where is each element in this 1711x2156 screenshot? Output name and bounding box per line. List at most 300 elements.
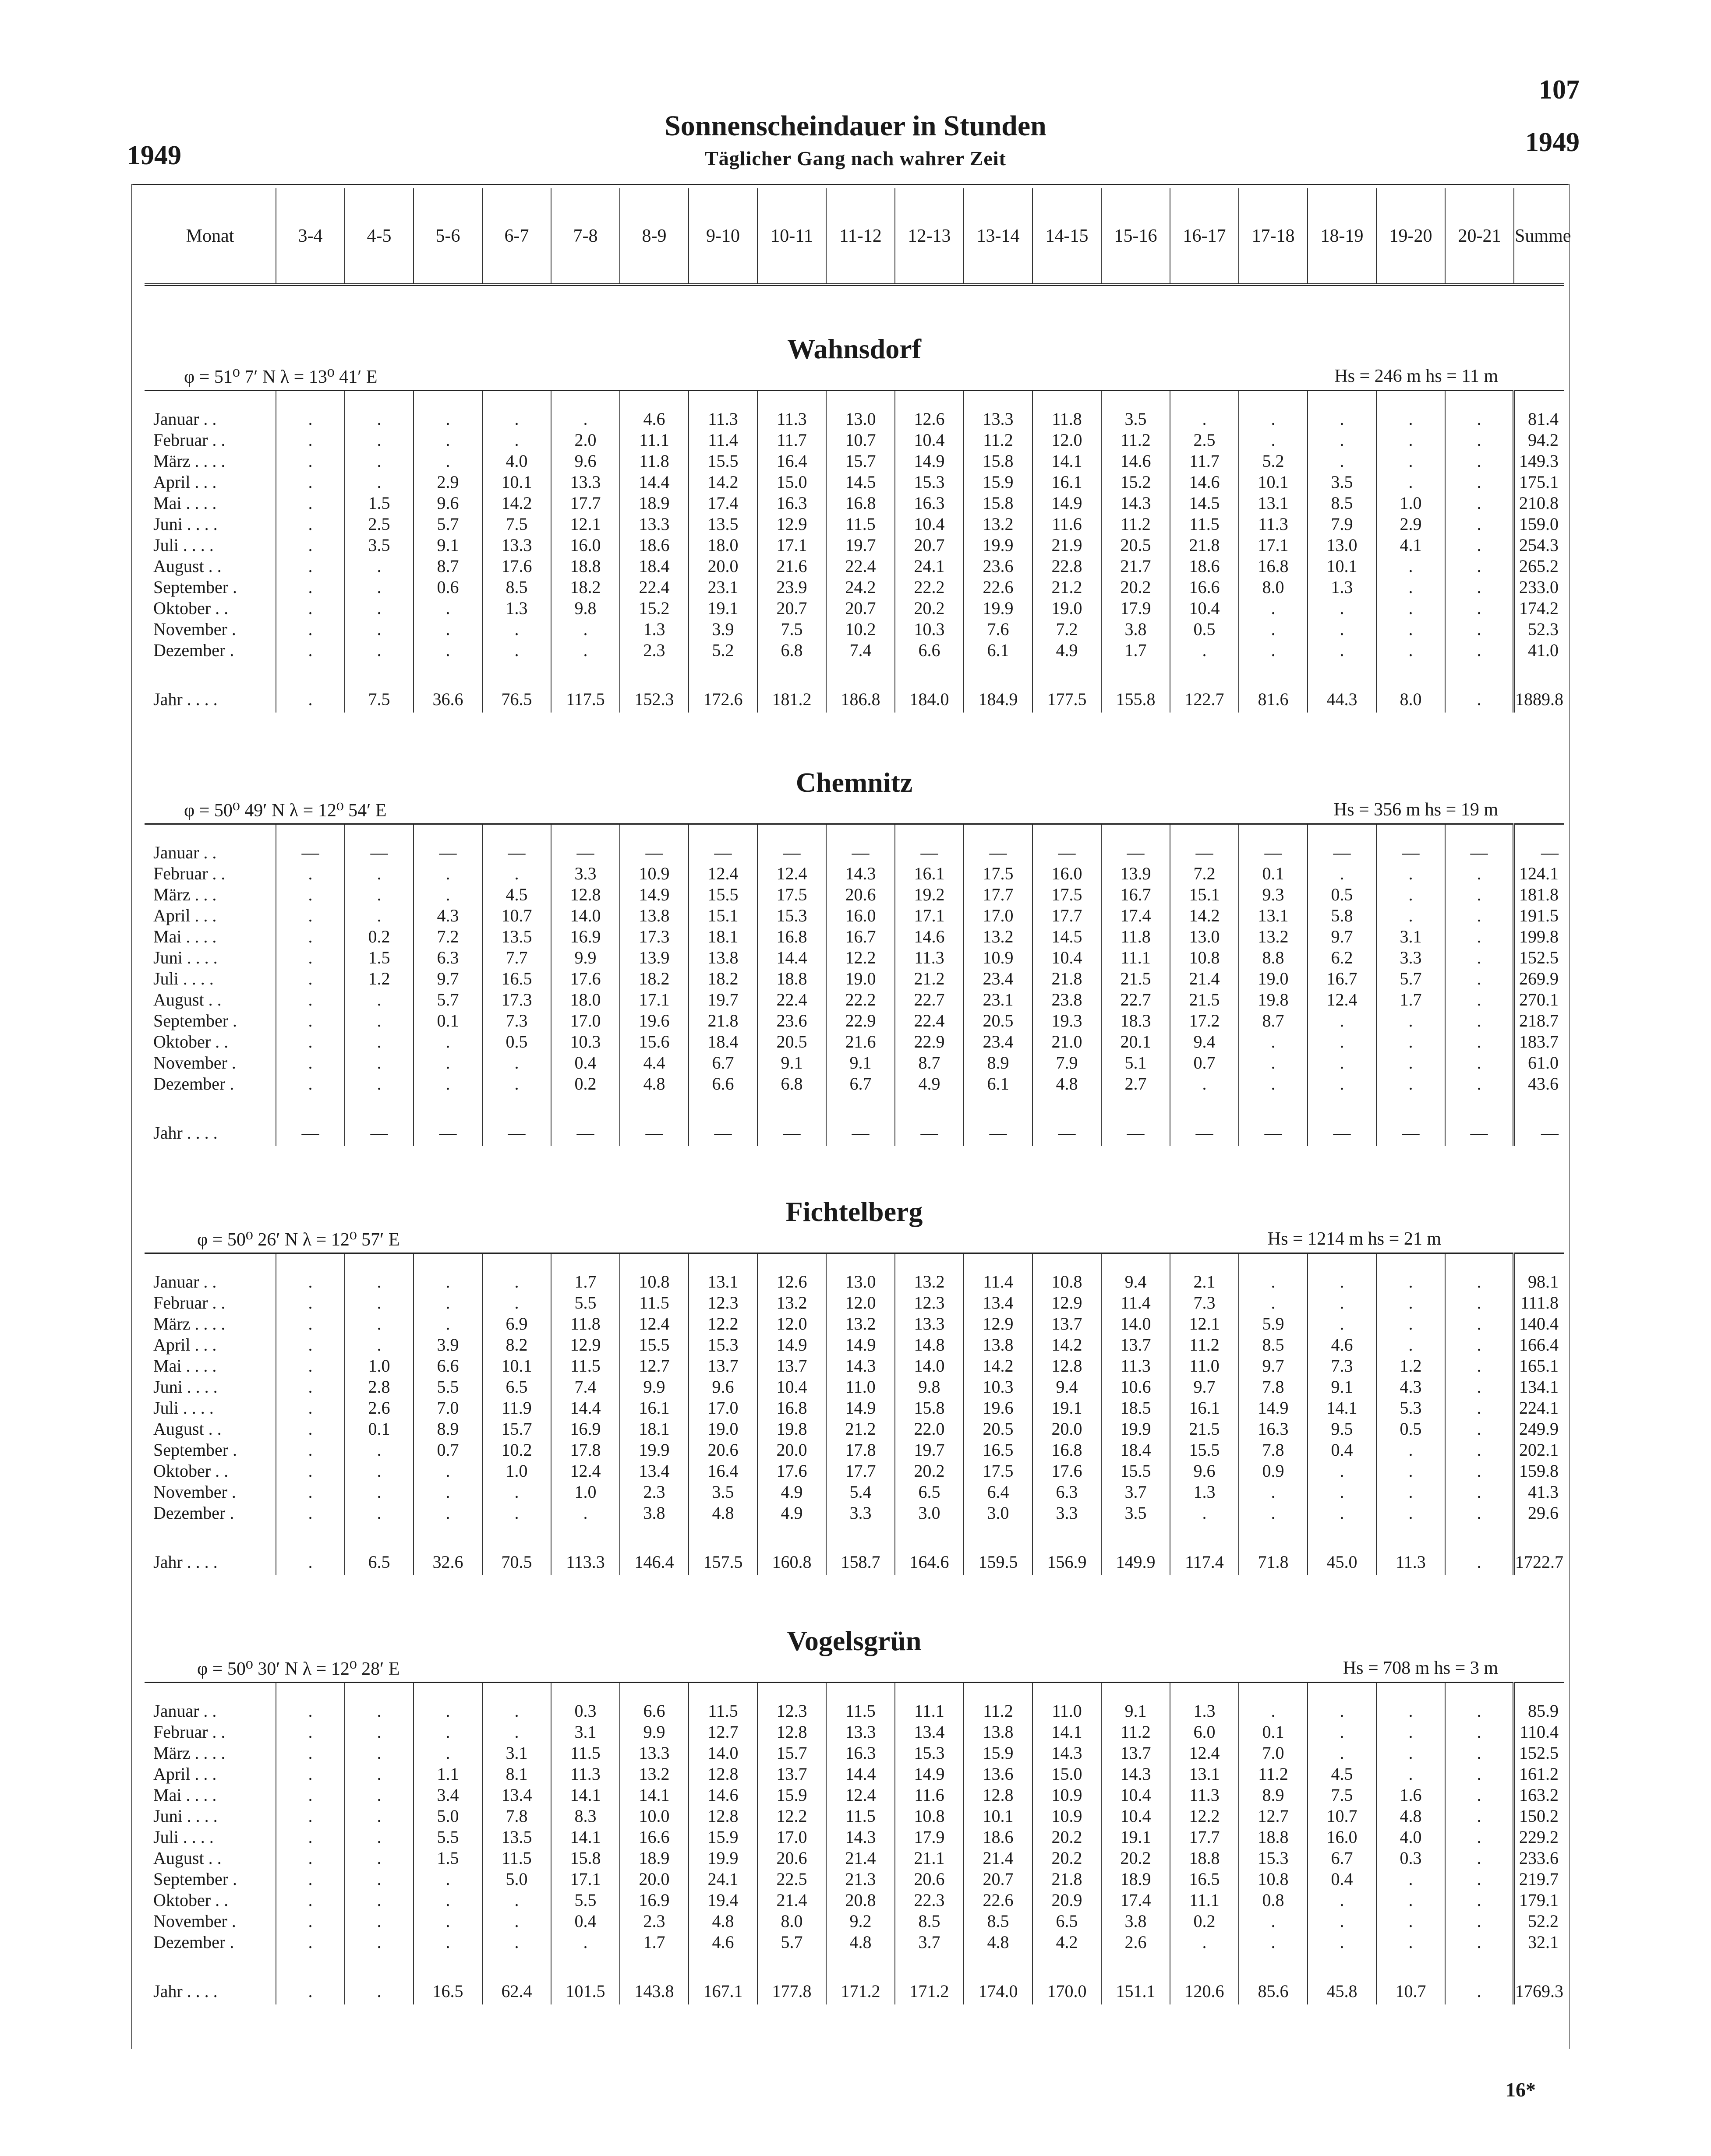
hour-value-cell: 9.2 bbox=[826, 1911, 895, 1932]
hour-value-cell: — bbox=[689, 824, 757, 864]
hour-value-cell: . bbox=[1239, 391, 1308, 430]
hour-value-cell: . bbox=[1445, 1334, 1514, 1355]
hour-value-cell: 5.8 bbox=[1308, 905, 1376, 926]
hour-value-cell: 19.6 bbox=[620, 1010, 689, 1031]
hour-value-cell: . bbox=[1239, 1031, 1308, 1052]
year-total-row bbox=[145, 1112, 1564, 1146]
hour-value-cell: 20.6 bbox=[689, 1440, 757, 1461]
hour-value-cell: 6.8 bbox=[757, 1073, 826, 1094]
hour-value-cell: 0.2 bbox=[551, 1073, 620, 1094]
hour-value-cell: . bbox=[1445, 619, 1514, 640]
hour-value-cell: 11.2 bbox=[1239, 1764, 1308, 1785]
hour-value-cell: . bbox=[1376, 1764, 1445, 1785]
hour-value-cell: 2.7 bbox=[1101, 1073, 1170, 1094]
hour-value-cell: . bbox=[414, 1890, 482, 1911]
hour-value-cell: 8.5 bbox=[1239, 1334, 1308, 1355]
table-row bbox=[145, 430, 1564, 451]
hour-value-cell: 170.0 bbox=[1032, 1970, 1101, 2004]
year-total-row bbox=[145, 1970, 1564, 2004]
table-row bbox=[145, 1482, 1564, 1503]
hour-value-cell: 2.9 bbox=[414, 472, 482, 493]
hour-value-cell: 10.8 bbox=[620, 1253, 689, 1293]
hour-value-cell: 18.0 bbox=[551, 989, 620, 1010]
hour-value-cell: 12.4 bbox=[826, 1785, 895, 1806]
hour-value-cell: . bbox=[276, 1785, 345, 1806]
table-row bbox=[145, 640, 1564, 661]
hour-value-cell: . bbox=[345, 577, 414, 598]
spacer-cell bbox=[145, 1524, 276, 1541]
hour-value-cell: . bbox=[276, 1376, 345, 1397]
hour-value-cell: 7.2 bbox=[414, 926, 482, 947]
year-left: 1949 bbox=[127, 141, 181, 170]
hour-value-cell: 18.0 bbox=[689, 535, 757, 556]
sum-cell: 166.4 bbox=[1514, 1334, 1564, 1355]
hour-value-cell: 21.8 bbox=[1032, 1869, 1101, 1890]
hour-value-cell: 3.4 bbox=[414, 1785, 482, 1806]
hour-value-cell: 20.5 bbox=[757, 1031, 826, 1052]
hour-value-cell: . bbox=[1445, 1440, 1514, 1461]
sum-cell: 111.8 bbox=[1514, 1292, 1564, 1313]
hour-value-cell: . bbox=[276, 989, 345, 1010]
hour-value-cell: . bbox=[1308, 1461, 1376, 1482]
spacer-cell bbox=[1445, 1953, 1514, 1970]
hour-value-cell: 20.0 bbox=[689, 556, 757, 577]
hour-value-cell: 19.2 bbox=[895, 884, 964, 905]
table-row bbox=[145, 556, 1564, 577]
hour-value-cell: 19.8 bbox=[1239, 989, 1308, 1010]
hour-value-cell: . bbox=[1445, 1073, 1514, 1094]
hour-value-cell: — bbox=[757, 1112, 826, 1146]
hour-value-cell: . bbox=[1445, 1313, 1514, 1334]
hour-value-cell: 9.6 bbox=[414, 493, 482, 514]
hour-value-cell: 4.2 bbox=[1032, 1932, 1101, 1953]
table-row bbox=[145, 1743, 1564, 1764]
hour-value-cell: . bbox=[345, 1482, 414, 1503]
hour-value-cell: . bbox=[414, 451, 482, 472]
sum-cell: 159.0 bbox=[1514, 514, 1564, 535]
hour-value-cell: 21.6 bbox=[826, 1031, 895, 1052]
spacer-cell bbox=[276, 1524, 345, 1541]
hour-value-cell: . bbox=[1376, 1743, 1445, 1764]
hour-value-cell: 14.9 bbox=[1239, 1397, 1308, 1419]
hour-value-cell: 149.9 bbox=[1101, 1541, 1170, 1575]
hour-value-cell: 1.0 bbox=[345, 1355, 414, 1376]
hour-value-cell: 13.3 bbox=[551, 472, 620, 493]
hour-value-cell: 71.8 bbox=[1239, 1541, 1308, 1575]
hour-value-cell: 1.3 bbox=[620, 619, 689, 640]
sum-cell: 81.4 bbox=[1514, 391, 1564, 430]
hour-value-cell: 6.0 bbox=[1170, 1722, 1239, 1743]
hour-value-cell: . bbox=[1445, 1461, 1514, 1482]
hour-value-cell: 17.7 bbox=[826, 1461, 895, 1482]
hour-value-cell: 16.9 bbox=[551, 1419, 620, 1440]
hour-value-cell: 14.4 bbox=[757, 947, 826, 968]
hour-value-cell: . bbox=[345, 1010, 414, 1031]
hour-value-cell: . bbox=[1308, 1253, 1376, 1293]
hour-value-cell: 16.6 bbox=[620, 1827, 689, 1848]
hour-value-cell: 10.8 bbox=[1032, 1253, 1101, 1293]
column-header-hour: 14-15 bbox=[1032, 188, 1101, 285]
hour-value-cell: . bbox=[1239, 1482, 1308, 1503]
hour-value-cell: 10.3 bbox=[895, 619, 964, 640]
hour-value-cell: — bbox=[1032, 1112, 1101, 1146]
spacer-row bbox=[145, 661, 1564, 678]
month-label: Oktober . . bbox=[153, 598, 229, 618]
hour-value-cell: . bbox=[482, 1292, 551, 1313]
hour-value-cell: 10.4 bbox=[895, 514, 964, 535]
hour-value-cell: 172.6 bbox=[689, 678, 757, 713]
hour-value-cell: 4.8 bbox=[620, 1073, 689, 1094]
hour-value-cell: 17.5 bbox=[1032, 884, 1101, 905]
hour-value-cell: . bbox=[1445, 1292, 1514, 1313]
hour-value-cell: 0.7 bbox=[414, 1440, 482, 1461]
hour-value-cell: 6.9 bbox=[482, 1313, 551, 1334]
hour-value-cell: . bbox=[1445, 1869, 1514, 1890]
hour-value-cell: 11.8 bbox=[1101, 926, 1170, 947]
hour-value-cell: . bbox=[345, 472, 414, 493]
hour-value-cell: — bbox=[1239, 824, 1308, 864]
hour-value-cell: 12.8 bbox=[551, 884, 620, 905]
hour-value-cell: . bbox=[345, 1869, 414, 1890]
hour-value-cell: 15.5 bbox=[620, 1334, 689, 1355]
hour-value-cell: 1.3 bbox=[1308, 577, 1376, 598]
hour-value-cell: 18.9 bbox=[620, 493, 689, 514]
table-row bbox=[145, 1827, 1564, 1848]
hour-value-cell: . bbox=[414, 598, 482, 619]
hour-value-cell: 1.3 bbox=[482, 598, 551, 619]
hour-value-cell: 13.9 bbox=[1101, 863, 1170, 884]
sum-cell: 94.2 bbox=[1514, 430, 1564, 451]
hour-value-cell: . bbox=[1239, 430, 1308, 451]
hour-value-cell: . bbox=[1445, 1376, 1514, 1397]
station-name: Vogelsgrün bbox=[787, 1625, 922, 1656]
hour-value-cell: 20.0 bbox=[1032, 1419, 1101, 1440]
hour-value-cell: 36.6 bbox=[414, 678, 482, 713]
hour-value-cell: 7.9 bbox=[1032, 1052, 1101, 1073]
hour-value-cell: . bbox=[276, 1010, 345, 1031]
hour-value-cell: 7.7 bbox=[482, 947, 551, 968]
hour-value-cell: 21.9 bbox=[1032, 535, 1101, 556]
hour-value-cell: 14.2 bbox=[1032, 1334, 1101, 1355]
hour-value-cell: 167.1 bbox=[689, 1970, 757, 2004]
hour-value-cell: 20.7 bbox=[757, 598, 826, 619]
hour-value-cell: 16.9 bbox=[551, 926, 620, 947]
hour-value-cell: . bbox=[482, 1683, 551, 1722]
hour-value-cell: 186.8 bbox=[826, 678, 895, 713]
hour-value-cell: 13.3 bbox=[964, 391, 1032, 430]
page-number: 107 bbox=[1539, 75, 1580, 105]
hour-value-cell: . bbox=[1376, 640, 1445, 661]
table-row bbox=[145, 1292, 1564, 1313]
hour-value-cell: . bbox=[551, 640, 620, 661]
hour-value-cell: 1.5 bbox=[414, 1848, 482, 1869]
hour-value-cell: 13.2 bbox=[964, 514, 1032, 535]
hour-value-cell: — bbox=[1308, 1112, 1376, 1146]
hour-value-cell: 5.4 bbox=[826, 1482, 895, 1503]
hour-value-cell: 6.6 bbox=[414, 1355, 482, 1376]
hour-value-cell: 10.0 bbox=[620, 1806, 689, 1827]
hour-value-cell: 22.9 bbox=[895, 1031, 964, 1052]
hour-value-cell: . bbox=[345, 1052, 414, 1073]
hour-value-cell: . bbox=[345, 1911, 414, 1932]
sum-cell: 163.2 bbox=[1514, 1785, 1564, 1806]
month-label: August . . bbox=[153, 1419, 222, 1439]
hour-value-cell: 24.2 bbox=[826, 577, 895, 598]
hour-value-cell: 13.2 bbox=[895, 1253, 964, 1293]
hour-value-cell: 16.6 bbox=[1170, 577, 1239, 598]
hour-value-cell: 10.9 bbox=[620, 863, 689, 884]
hour-value-cell: 171.2 bbox=[826, 1970, 895, 2004]
hour-value-cell: . bbox=[345, 1440, 414, 1461]
month-label: Januar . . bbox=[153, 843, 217, 862]
hour-value-cell: 18.4 bbox=[689, 1031, 757, 1052]
hour-value-cell: 4.5 bbox=[482, 884, 551, 905]
hour-value-cell: 14.5 bbox=[826, 472, 895, 493]
hour-value-cell: 20.8 bbox=[826, 1890, 895, 1911]
hour-value-cell: 10.6 bbox=[1101, 1376, 1170, 1397]
hour-value-cell: 14.9 bbox=[826, 1397, 895, 1419]
hour-value-cell: 12.8 bbox=[757, 1722, 826, 1743]
spacer-cell bbox=[482, 1094, 551, 1112]
hour-value-cell: . bbox=[1376, 1031, 1445, 1052]
hour-value-cell: 70.5 bbox=[482, 1541, 551, 1575]
hour-value-cell: 4.8 bbox=[826, 1932, 895, 1953]
hour-value-cell: . bbox=[1445, 1764, 1514, 1785]
hour-value-cell: 6.4 bbox=[964, 1482, 1032, 1503]
hour-value-cell: 16.5 bbox=[414, 1970, 482, 2004]
column-header-hour: 16-17 bbox=[1170, 188, 1239, 285]
hour-value-cell: . bbox=[482, 1911, 551, 1932]
column-header-hour: 18-19 bbox=[1308, 188, 1376, 285]
table-row bbox=[145, 1764, 1564, 1785]
hour-value-cell: . bbox=[482, 1890, 551, 1911]
hour-value-cell: 11.0 bbox=[1170, 1355, 1239, 1376]
year-total-row bbox=[145, 678, 1564, 713]
hour-value-cell: . bbox=[1239, 1911, 1308, 1932]
hour-value-cell: . bbox=[276, 968, 345, 989]
hour-value-cell: 11.3 bbox=[689, 391, 757, 430]
hour-value-cell: 17.1 bbox=[895, 905, 964, 926]
hour-value-cell: . bbox=[276, 1482, 345, 1503]
hour-value-cell: 16.0 bbox=[551, 535, 620, 556]
month-label: Oktober . . bbox=[153, 1461, 229, 1481]
column-header-hour: 11-12 bbox=[826, 188, 895, 285]
hour-value-cell: . bbox=[345, 1292, 414, 1313]
hour-value-cell: 16.9 bbox=[620, 1890, 689, 1911]
hour-value-cell: 81.6 bbox=[1239, 678, 1308, 713]
hour-value-cell: 8.9 bbox=[414, 1419, 482, 1440]
month-label: Dezember . bbox=[153, 1074, 234, 1094]
spacer-cell bbox=[1514, 1524, 1564, 1541]
hour-value-cell: 11.3 bbox=[757, 391, 826, 430]
hour-value-cell: — bbox=[1101, 824, 1170, 864]
hour-value-cell: — bbox=[1101, 1112, 1170, 1146]
hour-value-cell: . bbox=[414, 1743, 482, 1764]
hour-value-cell: 16.5 bbox=[1170, 1869, 1239, 1890]
hour-value-cell: 11.2 bbox=[1101, 430, 1170, 451]
hour-value-cell: 17.8 bbox=[826, 1440, 895, 1461]
hour-value-cell: 8.5 bbox=[482, 577, 551, 598]
table-row bbox=[145, 1806, 1564, 1827]
hour-value-cell: 1.0 bbox=[1376, 493, 1445, 514]
hour-value-cell: 14.9 bbox=[826, 1334, 895, 1355]
month-label: Juli . . . . bbox=[153, 969, 214, 988]
hour-value-cell: 3.1 bbox=[1376, 926, 1445, 947]
hour-value-cell: 7.8 bbox=[1239, 1440, 1308, 1461]
hour-value-cell: 14.0 bbox=[1101, 1313, 1170, 1334]
hour-value-cell: 11.1 bbox=[1170, 1890, 1239, 1911]
hour-value-cell: 14.1 bbox=[620, 1785, 689, 1806]
hour-value-cell: 13.2 bbox=[826, 1313, 895, 1334]
hour-value-cell: . bbox=[276, 619, 345, 640]
hour-value-cell: 17.4 bbox=[1101, 1890, 1170, 1911]
hour-value-cell: 8.0 bbox=[757, 1911, 826, 1932]
hour-value-cell: . bbox=[1445, 1806, 1514, 1827]
spacer-cell bbox=[1032, 661, 1101, 678]
hour-value-cell: . bbox=[1445, 1683, 1514, 1722]
hour-value-cell: 5.5 bbox=[551, 1890, 620, 1911]
hour-value-cell: . bbox=[414, 1932, 482, 1953]
hour-value-cell: 11.8 bbox=[1032, 391, 1101, 430]
month-label: September . bbox=[153, 577, 237, 597]
hour-value-cell: 7.2 bbox=[1170, 863, 1239, 884]
hour-value-cell: . bbox=[1445, 640, 1514, 661]
hour-value-cell: 9.6 bbox=[1170, 1461, 1239, 1482]
hour-value-cell: 155.8 bbox=[1101, 678, 1170, 713]
hour-value-cell: 2.6 bbox=[345, 1397, 414, 1419]
hour-value-cell: 17.1 bbox=[551, 1869, 620, 1890]
hour-value-cell: . bbox=[1170, 640, 1239, 661]
hour-value-cell: 15.5 bbox=[689, 451, 757, 472]
hour-value-cell: 13.7 bbox=[757, 1355, 826, 1376]
hour-value-cell: — bbox=[620, 824, 689, 864]
hour-value-cell: 164.6 bbox=[895, 1541, 964, 1575]
hour-value-cell: 22.6 bbox=[964, 1890, 1032, 1911]
hour-value-cell: 7.2 bbox=[1032, 619, 1101, 640]
hour-value-cell: . bbox=[345, 989, 414, 1010]
sum-cell: 219.7 bbox=[1514, 1869, 1564, 1890]
hour-value-cell: 20.5 bbox=[964, 1010, 1032, 1031]
hour-value-cell: . bbox=[345, 1970, 414, 2004]
hour-value-cell: 8.0 bbox=[1376, 678, 1445, 713]
hour-value-cell: . bbox=[276, 1503, 345, 1524]
hour-value-cell: . bbox=[1445, 430, 1514, 451]
hour-value-cell: . bbox=[482, 1932, 551, 1953]
sum-cell: 41.3 bbox=[1514, 1482, 1564, 1503]
hour-value-cell: 15.3 bbox=[895, 1743, 964, 1764]
hour-value-cell: . bbox=[345, 1932, 414, 1953]
hour-value-cell: . bbox=[276, 1848, 345, 1869]
hour-value-cell: 13.6 bbox=[964, 1764, 1032, 1785]
hour-value-cell: 20.2 bbox=[895, 598, 964, 619]
sum-cell: 165.1 bbox=[1514, 1355, 1564, 1376]
hour-value-cell: 7.5 bbox=[482, 514, 551, 535]
hour-value-cell: 10.7 bbox=[826, 430, 895, 451]
hour-value-cell: — bbox=[345, 1112, 414, 1146]
hour-value-cell: 2.3 bbox=[620, 1911, 689, 1932]
hour-value-cell: 7.3 bbox=[482, 1010, 551, 1031]
hour-value-cell: 8.3 bbox=[551, 1806, 620, 1827]
month-label: Jahr . . . . bbox=[153, 689, 218, 709]
hour-value-cell: 24.1 bbox=[689, 1869, 757, 1890]
hour-value-cell: 10.8 bbox=[1239, 1869, 1308, 1890]
hour-value-cell: 3.9 bbox=[689, 619, 757, 640]
hour-value-cell: 4.9 bbox=[757, 1503, 826, 1524]
hour-value-cell: 22.9 bbox=[826, 1010, 895, 1031]
table-row bbox=[145, 947, 1564, 968]
hour-value-cell: 17.8 bbox=[551, 1440, 620, 1461]
sum-cell: 52.2 bbox=[1514, 1911, 1564, 1932]
hour-value-cell: . bbox=[1376, 1911, 1445, 1932]
hour-value-cell: 16.3 bbox=[1239, 1419, 1308, 1440]
hour-value-cell: 9.3 bbox=[1239, 884, 1308, 905]
hour-value-cell: 3.5 bbox=[689, 1482, 757, 1503]
hour-value-cell: . bbox=[276, 947, 345, 968]
hour-value-cell: 20.7 bbox=[895, 535, 964, 556]
hour-value-cell: 11.1 bbox=[620, 430, 689, 451]
spacer-cell bbox=[482, 661, 551, 678]
hour-value-cell: 20.1 bbox=[1101, 1031, 1170, 1052]
hour-value-cell: 12.2 bbox=[826, 947, 895, 968]
hour-value-cell: 22.3 bbox=[895, 1890, 964, 1911]
month-label: Juli . . . . bbox=[153, 1827, 214, 1847]
column-header-hour: 13-14 bbox=[964, 188, 1032, 285]
hour-value-cell: 14.9 bbox=[1032, 493, 1101, 514]
month-label: Oktober . . bbox=[153, 1032, 229, 1052]
hour-value-cell: 6.1 bbox=[964, 640, 1032, 661]
hour-value-cell: 15.8 bbox=[895, 1397, 964, 1419]
hour-value-cell: 13.7 bbox=[1032, 1313, 1101, 1334]
spacer-cell bbox=[1445, 1094, 1514, 1112]
hour-value-cell: . bbox=[1445, 1827, 1514, 1848]
hour-value-cell: . bbox=[1308, 1010, 1376, 1031]
hour-value-cell: 9.7 bbox=[1170, 1376, 1239, 1397]
spacer-cell bbox=[620, 1524, 689, 1541]
hour-value-cell: . bbox=[414, 1292, 482, 1313]
column-header-hour: 17-18 bbox=[1239, 188, 1308, 285]
hour-value-cell: 24.1 bbox=[895, 556, 964, 577]
hour-value-cell: . bbox=[345, 1764, 414, 1785]
hour-value-cell: 5.5 bbox=[414, 1376, 482, 1397]
month-label: Februar . . bbox=[153, 864, 226, 883]
hour-value-cell: 15.5 bbox=[1170, 1440, 1239, 1461]
hour-value-cell: 11.5 bbox=[689, 1683, 757, 1722]
hour-value-cell: 8.5 bbox=[1308, 493, 1376, 514]
hour-value-cell: 5.2 bbox=[1239, 451, 1308, 472]
hour-value-cell: . bbox=[1308, 1911, 1376, 1932]
hour-value-cell: . bbox=[1376, 391, 1445, 430]
hour-value-cell: . bbox=[1308, 1743, 1376, 1764]
table-row bbox=[145, 577, 1564, 598]
hour-value-cell: 10.9 bbox=[964, 947, 1032, 968]
spacer-cell bbox=[689, 1953, 757, 1970]
hour-value-cell: 15.3 bbox=[1239, 1848, 1308, 1869]
hour-value-cell: 11.2 bbox=[1101, 1722, 1170, 1743]
hour-value-cell: 17.9 bbox=[1101, 598, 1170, 619]
hour-value-cell: 21.8 bbox=[1170, 535, 1239, 556]
spacer-cell bbox=[689, 1524, 757, 1541]
sum-cell: 149.3 bbox=[1514, 451, 1564, 472]
hour-value-cell: 16.8 bbox=[1032, 1440, 1101, 1461]
hour-value-cell: 13.5 bbox=[689, 514, 757, 535]
sum-cell: 174.2 bbox=[1514, 598, 1564, 619]
hour-value-cell: 21.5 bbox=[1170, 1419, 1239, 1440]
spacer-cell bbox=[1376, 661, 1445, 678]
hour-value-cell: 8.7 bbox=[895, 1052, 964, 1073]
table-row bbox=[145, 1376, 1564, 1397]
hour-value-cell: 1.5 bbox=[345, 947, 414, 968]
hour-value-cell: 21.6 bbox=[757, 556, 826, 577]
